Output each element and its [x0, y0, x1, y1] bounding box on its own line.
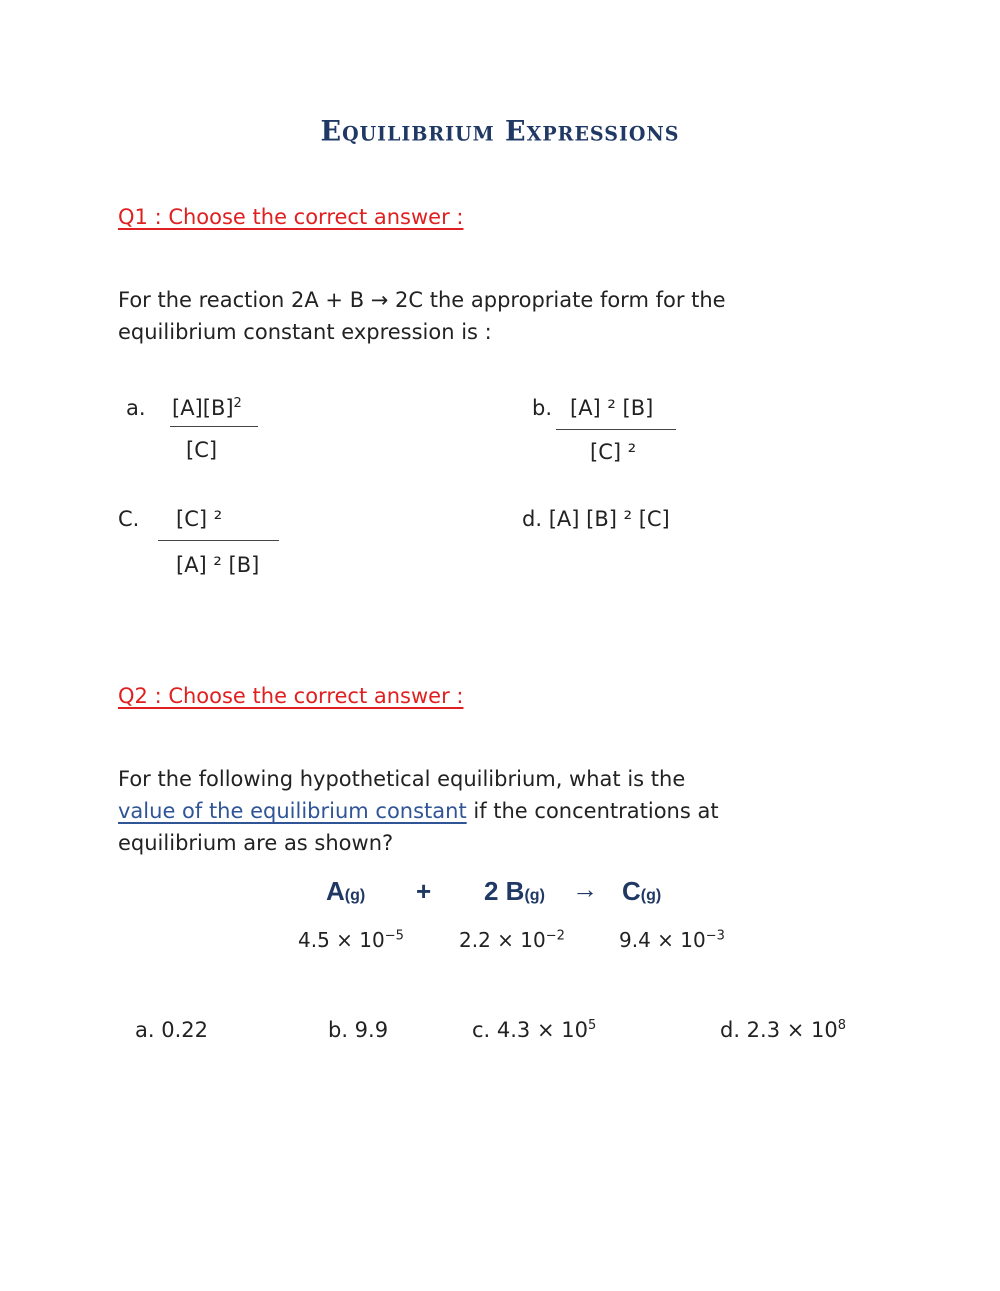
q1-option-c-numerator: [C] ² [176, 507, 223, 531]
q2-prompt-line2: value of the equilibrium constant if the concentrations at [118, 799, 719, 823]
equation-arrow-icon: → [572, 874, 598, 904]
q1-option-d[interactable] [522, 507, 670, 531]
q1-prompt-line1: For the reaction 2A + B → 2C the appropriate form for the [118, 288, 726, 312]
q1-option-a-letter: a. [126, 396, 146, 420]
q1-option-c-letter: C. [118, 507, 140, 531]
q2-option-d[interactable]: d. $2.3 \times 10^8$ [720, 1018, 847, 1042]
q2-option-b[interactable]: b. 9.9 [328, 1018, 389, 1042]
q1-option-a-numerator: $[A][B]^2$ [172, 396, 242, 420]
q1-option-a-fraction-bar [170, 426, 258, 427]
q2-prompt-line3: equilibrium are as shown? [118, 831, 394, 855]
q1-option-b-fraction-bar [556, 429, 676, 430]
q1-option-c-denominator: [A] ² [B] [176, 553, 260, 577]
q1-option-a-denominator: [C] [186, 438, 218, 462]
q2-prompt-line1: For the following hypothetical equilibrium, what is the [118, 767, 686, 791]
q1-prompt-line2: equilibrium constant expression is : [118, 320, 492, 344]
q1-option-b-letter: b. [532, 396, 553, 420]
q2-option-c[interactable]: c. $4.3 \times 10^5$ [472, 1018, 597, 1042]
q2-option-a[interactable]: a. 0.22 [135, 1018, 208, 1042]
concentration-a: $4.5 \times 10^{-5}$ [298, 928, 404, 952]
q2-heading: Q2 : Choose the correct answer : [118, 684, 464, 708]
concentration-c: $9.4 \times 10^{-3}$ [619, 928, 725, 952]
equation-plus: + [416, 876, 432, 906]
concentration-b: $2.2 \times 10^{-2}$ [459, 928, 565, 952]
q1-option-d-text: [A] [B] ² [C] [548, 507, 670, 531]
q1-option-d-letter: d. [522, 507, 543, 531]
q1-option-b-denominator: [C] ² [590, 440, 637, 464]
q1-heading: Q1 : Choose the correct answer : [118, 205, 464, 229]
q1-option-c-fraction-bar [158, 540, 279, 541]
equation-species-a: A(g) [326, 876, 366, 906]
equation-species-b: 2 B(g) [484, 876, 545, 906]
page-title: Equilibrium Expressions [320, 115, 680, 148]
equilibrium-constant-link[interactable]: value of the equilibrium constant [118, 799, 467, 823]
q1-option-b-numerator: [A] ² [B] [570, 396, 654, 420]
equation-species-c: C(g) [622, 876, 662, 906]
